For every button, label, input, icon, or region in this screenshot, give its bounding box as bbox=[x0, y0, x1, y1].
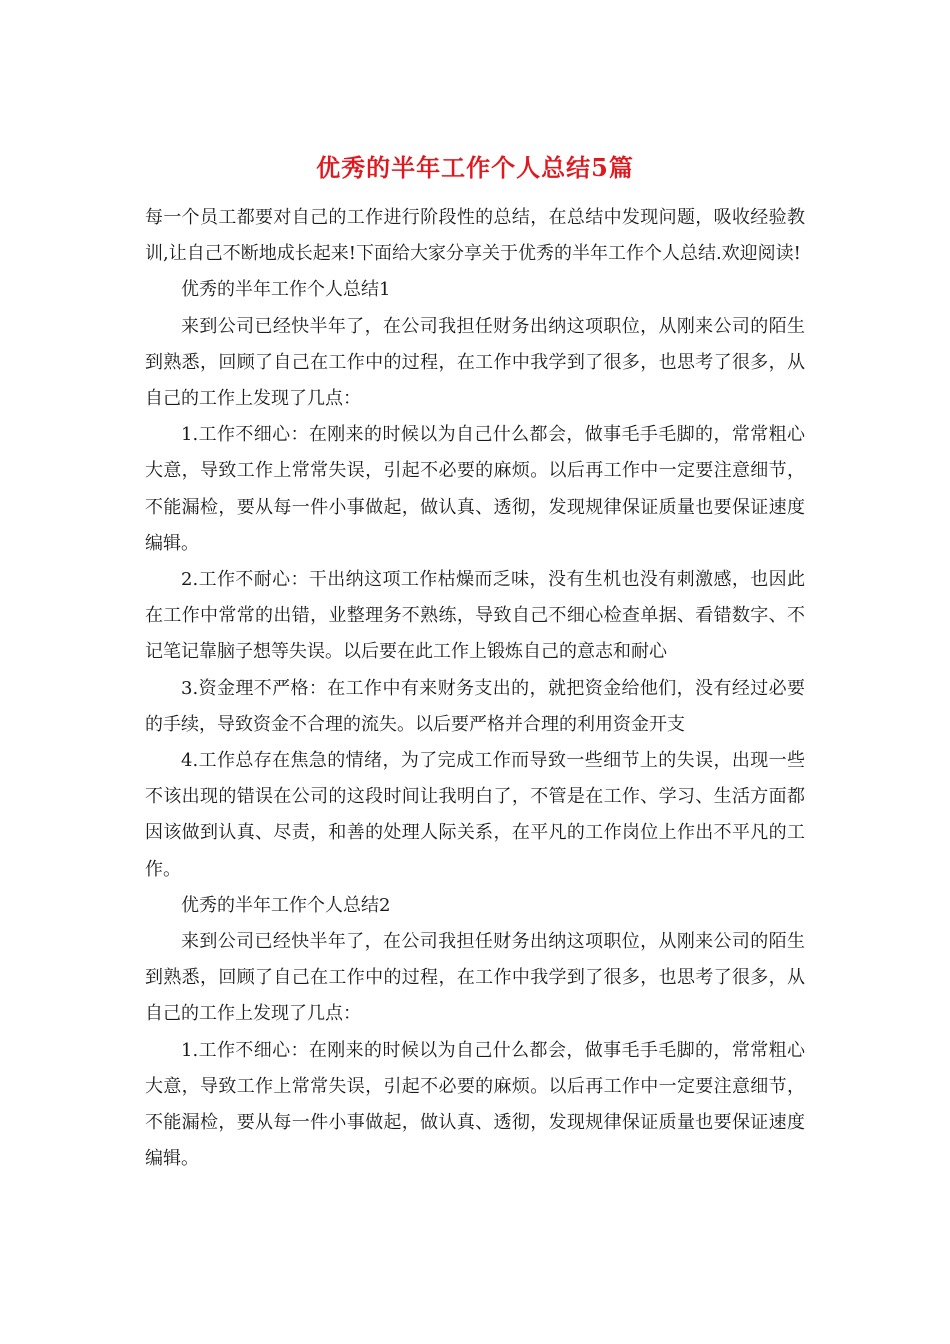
section-heading: 优秀的半年工作个人总结2 bbox=[181, 894, 391, 916]
body-paragraph: 来到公司已经快半年了，在公司我担任财务出纳这项职位，从刚来公司的陌生到熟悉，回顾了自己在工作中的过程，在工作中我学到了很多，也思考了很多，从自己的工作上发现了几点： bbox=[145, 931, 805, 1025]
body-paragraph: 1.工作不细心：在刚来的时候以为自己什么都会，做事毛手毛脚的，常常粗心大意，导致工作上常常失误，引起不必要的麻烦。以后再工作中一定要注意细节，不能漏检，要从每一件小事做起，做认真、透彻，发现规律保证质量也要保证速度编辑。 bbox=[145, 1039, 805, 1170]
section-2 bbox=[145, 888, 805, 1178]
body-paragraph: 2.工作不耐心：干出纳这项工作枯燥而乏味，没有生机也没有刺激感，也因此在工作中常常的出错，业整理务不熟练，导致自己不细心检查单据、看错数字、不记笔记靠脑子想等失误。以后要在此工作上锻炼自己的意志和耐心 bbox=[145, 569, 805, 663]
document-title: 优秀的半年工作个人总结5篇 bbox=[316, 153, 634, 182]
body-paragraph: 3.资金理不严格：在工作中有来财务支出的，就把资金给他们，没有经过必要的手续，导致资金不合理的流失。以后要严格并合理的利用资金开支 bbox=[145, 677, 805, 735]
document-page bbox=[145, 148, 805, 1177]
section-heading: 优秀的半年工作个人总结1 bbox=[181, 279, 391, 301]
body-paragraph: 1.工作不细心：在刚来的时候以为自己什么都会，做事毛手毛脚的，常常粗心大意，导致工作上常常失误，引起不必要的麻烦。以后再工作中一定要注意细节，不能漏检，要从每一件小事做起，做认真、透彻，发现规律保证质量也要保证速度编辑。 bbox=[145, 424, 805, 554]
body-paragraph: 来到公司已经快半年了，在公司我担任财务出纳这项职位，从刚来公司的陌生到熟悉，回顾了自己在工作中的过程，在工作中我学到了很多，也思考了很多，从自己的工作上发现了几点： bbox=[145, 315, 805, 410]
intro-paragraph: 每一个员工都要对自己的工作进行阶段性的总结，在总结中发现问题，吸收经验教训,让自己不断地成长起来!下面给大家分享关于优秀的半年工作个人总结.欢迎阅读! bbox=[145, 207, 805, 265]
section-1 bbox=[145, 272, 805, 887]
body-paragraph: 4.工作总存在焦急的情绪，为了完成工作而导致一些细节上的失误，出现一些不该出现的错误在公司的这段时间让我明白了，不管是在工作、学习、生活方面都因该做到认真、尽责，和善的处理人际关系，在平凡的工作岗位上作出不平凡的工作。 bbox=[145, 750, 805, 880]
